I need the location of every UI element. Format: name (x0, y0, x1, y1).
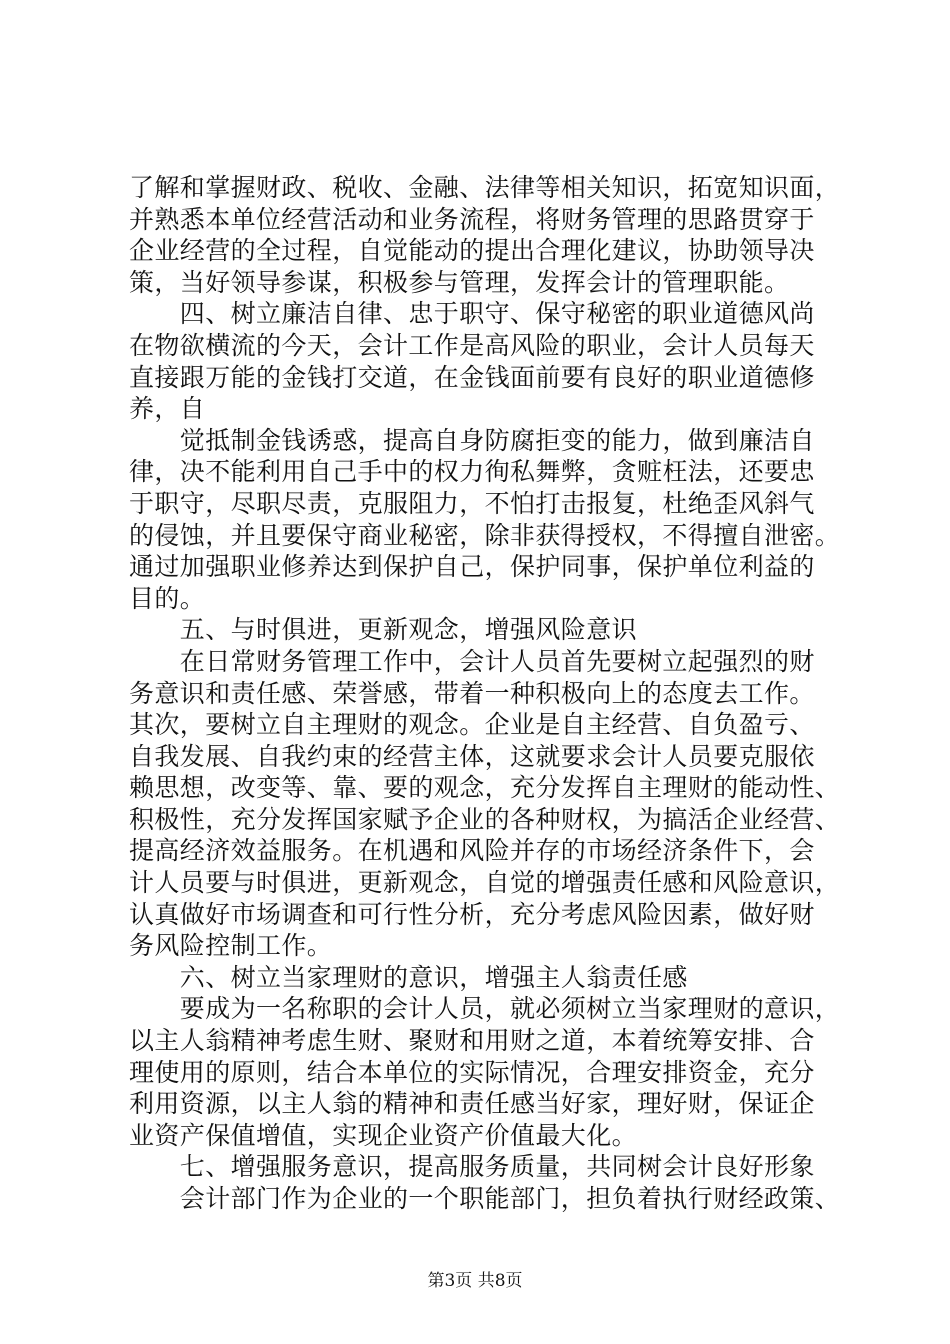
text-line: 企业经营的全过程，自觉能动的提出合理化建议，协助领导决 (129, 236, 815, 266)
text-line: 利用资源，以主人翁的精神和责任感当好家，理好财，保证企 (129, 1089, 815, 1119)
text-line: 养，自 (129, 394, 206, 424)
text-line: 认真做好市场调查和可行性分析，充分考虑风险因素，做好财 (129, 899, 815, 929)
page-number-footer: 第3页 共8页 (427, 1271, 523, 1291)
text-line: 于职守，尽职尽责，克服阻力，不怕打击报复，杜绝歪风斜气 (129, 488, 815, 518)
text-line: 务意识和责任感、荣誉感，带着一种积极向上的态度去工作。 (129, 678, 815, 708)
text-line: 赖思想，改变等、靠、要的观念，充分发挥自主理财的能动性、 (129, 773, 841, 803)
text-line: 会计部门作为企业的一个职能部门，担负着执行财经政策、 (129, 1184, 841, 1213)
text-line: 在日常财务管理工作中，会计人员首先要树立起强烈的财 (129, 646, 815, 676)
text-line: 务风险控制工作。 (129, 931, 333, 961)
section-heading-6: 六、树立当家理财的意识，增强主人翁责任感 (129, 962, 688, 992)
text-line: 目的。 (129, 583, 206, 613)
text-line: 计人员要与时俱进，更新观念，自觉的增强责任感和风险意识， (129, 868, 841, 898)
text-line: 了解和掌握财政、税收、金融、法律等相关知识，拓宽知识面， (129, 173, 841, 202)
text-line: 业资产保值增值，实现企业资产价值最大化。 (129, 1120, 638, 1150)
section-heading-7: 七、增强服务意识，提高服务质量，共同树会计良好形象 (129, 1152, 815, 1182)
text-line: 并熟悉本单位经营活动和业务流程，将财务管理的思路贯穿于 (129, 204, 815, 234)
section-heading-4: 四、树立廉洁自律、忠于职守、保守秘密的职业道德风尚 (129, 299, 815, 329)
text-line: 以主人翁精神考虑生财、聚财和用财之道，本着统筹安排、合 (129, 1026, 815, 1056)
text-line: 觉抵制金钱诱惑，提高自身防腐拒变的能力，做到廉洁自 (129, 425, 815, 455)
text-line: 其次，要树立自主理财的观念。企业是自主经营、自负盈亏、 (129, 710, 815, 740)
text-line: 积极性，充分发挥国家赋予企业的各种财权，为搞活企业经营、 (129, 804, 841, 834)
text-line: 的侵蚀，并且要保守商业秘密，除非获得授权，不得擅自泄密。 (129, 520, 841, 550)
text-line: 策，当好领导参谋，积极参与管理，发挥会计的管理职能。 (129, 267, 790, 297)
text-line: 通过加强职业修养达到保护自己，保护同事，保护单位利益的 (129, 552, 815, 582)
section-heading-5: 五、与时俱进，更新观念，增强风险意识 (129, 615, 638, 645)
text-line: 直接跟万能的金钱打交道，在金钱面前要有良好的职业道德修 (129, 362, 815, 392)
text-line: 提高经济效益服务。在机遇和风险并存的市场经济条件下，会 (129, 836, 815, 866)
text-line: 律，决不能利用自己手中的权力徇私舞弊，贪赃枉法，还要忠 (129, 457, 815, 487)
body-text (129, 172, 847, 1215)
text-line: 自我发展、自我约束的经营主体，这就要求会计人员要克服依 (129, 741, 815, 771)
text-line: 要成为一名称职的会计人员，就必须树立当家理财的意识， (129, 994, 841, 1024)
text-line: 在物欲横流的今天，会计工作是高风险的职业，会计人员每天 (129, 330, 815, 360)
text-line: 理使用的原则，结合本单位的实际情况，合理安排资金，充分 (129, 1057, 815, 1087)
